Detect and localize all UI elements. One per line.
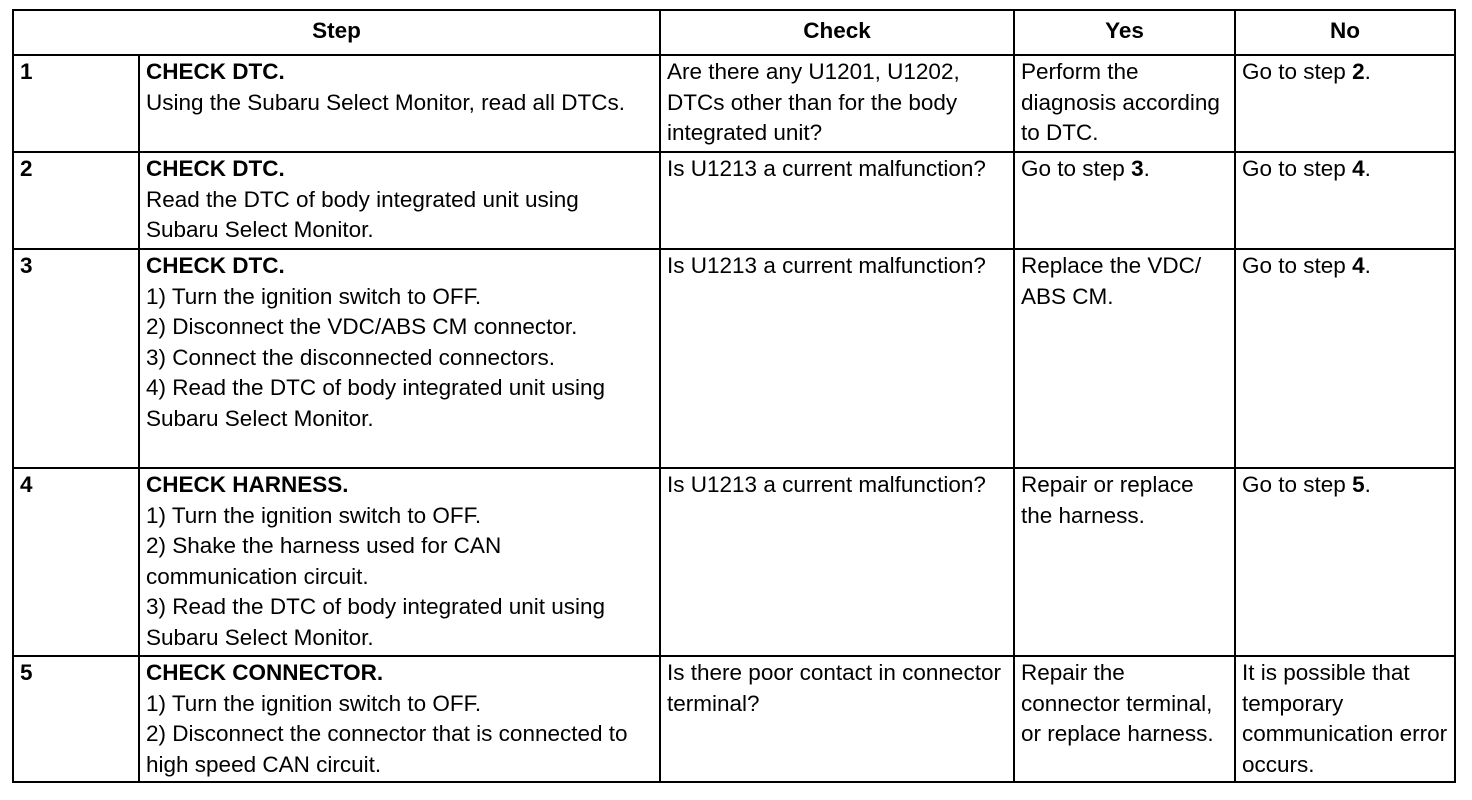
step-line: 2) Shake the harness used for CAN communication circuit.	[146, 533, 502, 589]
step-ref: 2	[1352, 59, 1365, 84]
step-cell	[139, 656, 660, 782]
step-line: Read the DTC of body integrated unit using Subaru Select Monitor.	[146, 186, 579, 242]
step-line: 4) Read the DTC of body integrated unit using Subaru Select Monitor.	[146, 375, 606, 431]
step-title: CHECK DTC.	[146, 156, 285, 181]
yes-cell: Replace the VDC/ ABS CM.	[1014, 249, 1235, 468]
step-cell	[139, 152, 660, 249]
step-cell	[139, 249, 660, 468]
step-title: CHECK HARNESS.	[146, 472, 349, 497]
table-row	[13, 152, 1455, 249]
check-cell: Is U1213 a current malfunction?	[660, 468, 1014, 656]
step-number: 3	[13, 249, 139, 468]
step-cell	[139, 55, 660, 152]
step-line: 2) Disconnect the VDC/ABS CM connector.	[146, 314, 578, 339]
step-number: 5	[13, 656, 139, 782]
step-number: 2	[13, 152, 139, 249]
diagnostic-table	[12, 9, 1456, 783]
step-number: 4	[13, 468, 139, 656]
table-body	[13, 55, 1455, 782]
table-header-row	[13, 10, 1455, 55]
step-cell	[139, 468, 660, 656]
no-cell: Go to step 2.	[1235, 55, 1455, 152]
no-cell: Go to step 4.	[1235, 152, 1455, 249]
check-cell: Is there poor contact in connector terminal?	[660, 656, 1014, 782]
check-cell: Are there any U1201, U1202, DTCs other than for the body integrated unit?	[660, 55, 1014, 152]
table-row	[13, 656, 1455, 782]
step-title: CHECK DTC.	[146, 59, 285, 84]
no-cell: Go to step 5.	[1235, 468, 1455, 656]
step-line: 1) Turn the ignition switch to OFF.	[146, 690, 482, 716]
header-yes: Yes	[1014, 10, 1235, 55]
step-line: 2) Disconnect the connector that is connected to high speed CAN circuit.	[146, 721, 628, 777]
step-line: Using the Subaru Select Monitor, read all DTCs.	[146, 89, 625, 115]
header-no: No	[1235, 10, 1455, 55]
step-ref: 3	[1131, 156, 1144, 181]
table-row	[13, 468, 1455, 656]
step-number: 1	[13, 55, 139, 152]
step-ref: 5	[1352, 472, 1365, 497]
step-ref: 4	[1352, 156, 1365, 181]
table-row	[13, 55, 1455, 152]
no-cell: Go to step 4.	[1235, 249, 1455, 468]
yes-cell: Repair or replace the harness.	[1014, 468, 1235, 656]
step-title: CHECK CONNECTOR.	[146, 660, 384, 685]
table-row	[13, 249, 1455, 468]
step-line: 1) Turn the ignition switch to OFF.	[146, 283, 482, 309]
check-cell: Is U1213 a current malfunction?	[660, 152, 1014, 249]
step-title: CHECK DTC.	[146, 253, 285, 278]
check-cell: Is U1213 a current malfunction?	[660, 249, 1014, 468]
no-cell: It is possible that temporary communication error occurs.	[1235, 656, 1455, 782]
yes-cell: Go to step 3.	[1014, 152, 1235, 249]
yes-cell: Perform the diagnosis according to DTC.	[1014, 55, 1235, 152]
step-line: 1) Turn the ignition switch to OFF.	[146, 502, 482, 528]
step-ref: 4	[1352, 253, 1365, 278]
header-check: Check	[660, 10, 1014, 55]
step-line: 3) Connect the disconnected connectors.	[146, 344, 555, 370]
yes-cell: Repair the connector terminal, or replace harness.	[1014, 656, 1235, 782]
step-line: 3) Read the DTC of body integrated unit using Subaru Select Monitor.	[146, 594, 606, 650]
header-step: Step	[13, 10, 660, 55]
